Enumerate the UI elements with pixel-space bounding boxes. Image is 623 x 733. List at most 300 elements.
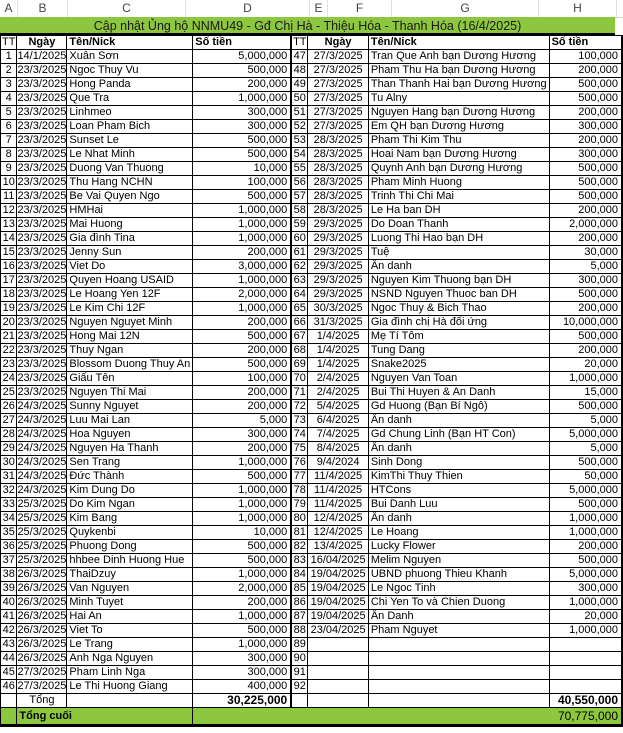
left-tt-cell[interactable]: 31 (1, 470, 17, 484)
right-amount-cell[interactable]: 500,000 (549, 190, 622, 204)
left-tt-cell[interactable]: 15 (1, 246, 17, 260)
left-tt-cell[interactable]: 40 (1, 596, 17, 610)
left-amount-cell[interactable]: 300,000 (193, 106, 291, 120)
right-name-cell[interactable]: Le Hoang (368, 526, 549, 540)
right-name-cell[interactable]: Nguyen Hang bạn Dương Hương (368, 106, 549, 120)
right-name-cell[interactable]: Bui Danh Luu (368, 498, 549, 512)
right-tt-cell[interactable]: 79 (291, 498, 308, 512)
right-amount-cell[interactable]: 500,000 (549, 78, 622, 92)
right-date-cell[interactable]: 19/04/2025 (308, 568, 368, 582)
right-name-cell[interactable] (368, 666, 549, 680)
left-date-cell[interactable]: 24/3/2025 (17, 470, 67, 482)
left-amount-cell[interactable]: 500,000 (193, 358, 291, 372)
left-tt-cell[interactable]: 27 (1, 414, 17, 428)
left-amount-cell[interactable]: 500,000 (193, 330, 291, 344)
total-label[interactable]: Tổng (17, 694, 67, 708)
left-name-cell[interactable]: Le Hoang Yen 12F (67, 288, 193, 302)
left-tt-cell[interactable]: 3 (1, 78, 17, 92)
left-name-cell[interactable]: Do Kim Ngan (67, 498, 193, 512)
left-date-cell[interactable]: 23/3/2025 (17, 232, 67, 244)
left-tt-cell[interactable]: 39 (1, 582, 17, 596)
left-name-cell[interactable]: Le Nhat Minh (67, 148, 193, 162)
right-amount-cell[interactable]: 200,000 (549, 64, 622, 78)
right-amount-cell[interactable] (549, 680, 622, 694)
right-name-cell[interactable]: NSND Nguyen Thuoc ban DH (368, 288, 549, 302)
right-total-amount[interactable]: 40,550,000 (549, 694, 622, 708)
right-name-cell[interactable]: Bui Thi Huyen & An Danh (368, 386, 549, 400)
left-date-cell[interactable]: 25/3/2025 (17, 554, 67, 566)
left-tt-cell[interactable]: 42 (1, 624, 17, 638)
right-tt-cell[interactable]: 60 (291, 232, 308, 246)
right-tt-cell[interactable]: 66 (291, 316, 308, 330)
right-amount-cell[interactable]: 500,000 (549, 456, 622, 470)
right-tt-cell[interactable]: 80 (291, 512, 308, 526)
right-amount-cell[interactable]: 15,000 (549, 386, 622, 400)
right-name-cell[interactable]: HTCons (368, 484, 549, 498)
right-amount-cell[interactable]: 5,000,000 (549, 568, 622, 582)
right-amount-cell[interactable]: 200,000 (549, 134, 622, 148)
left-amount-cell[interactable]: 300,000 (193, 120, 291, 134)
right-amount-cell[interactable]: 20,000 (549, 358, 622, 372)
left-amount-cell[interactable]: 300,000 (193, 666, 291, 680)
column-header-a[interactable]: A (0, 0, 18, 17)
right-date-cell[interactable]: 11/4/2025 (308, 470, 368, 484)
left-amount-cell[interactable]: 300,000 (193, 428, 291, 442)
right-date-cell[interactable]: 16/04/2025 (308, 554, 368, 568)
right-date-cell[interactable]: 19/04/2025 (308, 582, 368, 596)
left-name-cell[interactable]: Luu Mai Lan (67, 414, 193, 428)
column-header-f[interactable]: F (328, 0, 392, 17)
right-date-cell[interactable]: 29/3/2025 (308, 260, 368, 274)
right-tt-cell[interactable]: 63 (291, 274, 308, 288)
left-date-cell[interactable]: 26/3/2025 (17, 652, 67, 664)
right-date-cell[interactable]: 7/4/2025 (308, 428, 368, 442)
left-amount-cell[interactable]: 500,000 (193, 64, 291, 78)
header-amount-left[interactable]: Số tiền (193, 36, 291, 50)
right-tt-cell[interactable]: 86 (291, 596, 308, 610)
left-date-cell[interactable]: 23/3/2025 (17, 260, 67, 272)
left-name-cell[interactable]: Nguyen Ha Thanh (67, 442, 193, 456)
left-name-cell[interactable]: Sen Trang (67, 456, 193, 470)
right-date-cell[interactable]: 28/3/2025 (308, 162, 368, 176)
right-date-cell[interactable]: 2/4/2025 (308, 372, 368, 386)
right-amount-cell[interactable]: 300,000 (549, 148, 622, 162)
right-amount-cell[interactable]: 200,000 (549, 302, 622, 316)
left-name-cell[interactable]: Viet Do (67, 260, 193, 274)
left-date-cell[interactable]: 26/3/2025 (17, 568, 67, 580)
right-name-cell[interactable]: Ẩn danh (368, 414, 549, 428)
right-date-cell[interactable]: 28/3/2025 (308, 148, 368, 162)
left-name-cell[interactable]: ThaiDzuy (67, 568, 193, 582)
right-amount-cell[interactable]: 200,000 (549, 106, 622, 120)
left-name-cell[interactable]: Quykenbi (67, 526, 193, 540)
column-header-g[interactable]: G (392, 0, 539, 17)
left-tt-cell[interactable]: 37 (1, 554, 17, 568)
left-name-cell[interactable]: Linhmeo (67, 106, 193, 120)
left-name-cell[interactable]: Be Vai Quyen Ngo (67, 190, 193, 204)
right-name-cell[interactable]: UBND phuong Thieu Khanh (368, 568, 549, 582)
right-tt-cell[interactable]: 64 (291, 288, 308, 302)
total-empty-cell[interactable] (1, 694, 17, 708)
left-name-cell[interactable]: Thuy Ngan (67, 344, 193, 358)
right-tt-cell[interactable]: 53 (291, 134, 308, 148)
right-name-cell[interactable]: Ẩn danh (368, 260, 549, 274)
left-name-cell[interactable]: Le Thi Huong Giang (67, 680, 193, 694)
right-amount-cell[interactable]: 10,000,000 (549, 316, 622, 330)
left-name-cell[interactable]: Duong Van Thuong (67, 162, 193, 176)
left-amount-cell[interactable]: 100,000 (193, 176, 291, 190)
left-amount-cell[interactable]: 1,000,000 (193, 498, 291, 512)
left-amount-cell[interactable]: 100,000 (193, 372, 291, 386)
left-amount-cell[interactable]: 500,000 (193, 540, 291, 554)
right-tt-cell[interactable]: 85 (291, 582, 308, 596)
left-name-cell[interactable]: Minh Tuyet (67, 596, 193, 610)
left-amount-cell[interactable]: 500,000 (193, 148, 291, 162)
left-date-cell[interactable]: 26/3/2025 (17, 624, 67, 636)
right-amount-cell[interactable]: 500,000 (549, 92, 622, 106)
left-name-cell[interactable]: Anh Nga Nguyen (67, 652, 193, 666)
header-name-right[interactable]: Tên/Nick (368, 36, 549, 50)
left-date-cell[interactable]: 23/3/2025 (17, 78, 67, 90)
left-name-cell[interactable]: Nguyen Thi Mai (67, 386, 193, 400)
right-name-cell[interactable]: Lucky Flower (368, 540, 549, 554)
column-header-c[interactable]: C (68, 0, 186, 17)
right-tt-cell[interactable]: 57 (291, 190, 308, 204)
left-name-cell[interactable]: Kim Bang (67, 512, 193, 526)
left-name-cell[interactable]: Thu Hang NCHN (67, 176, 193, 190)
left-date-cell[interactable]: 24/3/2025 (17, 428, 67, 440)
left-date-cell[interactable]: 23/3/2025 (17, 190, 67, 202)
right-date-cell[interactable]: 1/4/2025 (308, 344, 368, 358)
right-amount-cell[interactable]: 200,000 (549, 344, 622, 358)
left-tt-cell[interactable]: 2 (1, 64, 17, 78)
left-name-cell[interactable]: HMHai (67, 204, 193, 218)
left-tt-cell[interactable]: 20 (1, 316, 17, 330)
right-date-cell[interactable]: 12/4/2025 (308, 512, 368, 526)
left-amount-cell[interactable]: 1,000,000 (193, 638, 291, 652)
left-amount-cell[interactable]: 500,000 (193, 624, 291, 638)
left-name-cell[interactable]: Quyen Hoang USAID (67, 274, 193, 288)
left-name-cell[interactable]: Hong Panda (67, 78, 193, 92)
column-header-h[interactable]: H (539, 0, 617, 17)
left-amount-cell[interactable]: 300,000 (193, 652, 291, 666)
right-date-cell[interactable] (308, 666, 368, 680)
right-tt-cell[interactable]: 70 (291, 372, 308, 386)
left-tt-cell[interactable]: 32 (1, 484, 17, 498)
right-name-cell[interactable]: Sinh Dong (368, 456, 549, 470)
right-tt-cell[interactable]: 91 (291, 666, 308, 680)
right-date-cell[interactable]: 27/3/2025 (308, 120, 368, 134)
right-amount-cell[interactable]: 1,000,000 (549, 512, 622, 526)
left-name-cell[interactable]: Que Tra (67, 92, 193, 106)
right-tt-cell[interactable]: 49 (291, 78, 308, 92)
right-tt-cell[interactable]: 54 (291, 148, 308, 162)
column-header-b[interactable]: B (18, 0, 68, 17)
right-name-cell[interactable]: Le Ngoc Tinh (368, 582, 549, 596)
right-name-cell[interactable]: Quynh Anh bạn Dương Hương (368, 162, 549, 176)
right-amount-cell[interactable] (549, 666, 622, 680)
right-date-cell[interactable]: 27/3/2025 (308, 106, 368, 120)
left-tt-cell[interactable]: 19 (1, 302, 17, 316)
right-name-cell[interactable]: Pham Nguyet (368, 624, 549, 638)
right-amount-cell[interactable]: 1,000,000 (549, 624, 622, 638)
left-tt-cell[interactable]: 29 (1, 442, 17, 456)
left-name-cell[interactable]: Hai An (67, 610, 193, 624)
left-tt-cell[interactable]: 44 (1, 652, 17, 666)
right-name-cell[interactable]: Gd Chung Linh (Bạn HT Con) (368, 428, 549, 442)
left-amount-cell[interactable]: 200,000 (193, 596, 291, 610)
right-name-cell[interactable]: Tung Dang (368, 344, 549, 358)
final-total-amount[interactable]: 70,775,000 (193, 708, 622, 726)
left-name-cell[interactable]: Pham Linh Nga (67, 666, 193, 680)
left-tt-cell[interactable]: 7 (1, 134, 17, 148)
right-amount-cell[interactable]: 300,000 (549, 120, 622, 134)
right-date-cell[interactable]: 29/3/2025 (308, 232, 368, 246)
total-empty-cell[interactable] (291, 694, 308, 708)
left-tt-cell[interactable]: 6 (1, 120, 17, 134)
left-name-cell[interactable]: Ngoc Thuy Vu (67, 64, 193, 78)
left-date-cell[interactable]: 25/3/2025 (17, 540, 67, 552)
left-tt-cell[interactable]: 35 (1, 526, 17, 540)
right-tt-cell[interactable]: 72 (291, 400, 308, 414)
right-amount-cell[interactable]: 200,000 (549, 540, 622, 554)
left-total-amount[interactable]: 30,225,000 (193, 694, 291, 708)
right-date-cell[interactable]: 9/4/2024 (308, 456, 368, 470)
left-name-cell[interactable]: Phuong Dong (67, 540, 193, 554)
left-amount-cell[interactable]: 5,000,000 (193, 50, 291, 64)
right-date-cell[interactable]: 2/4/2025 (308, 386, 368, 400)
left-date-cell[interactable]: 24/3/2025 (17, 484, 67, 496)
left-date-cell[interactable]: 23/3/2025 (17, 92, 67, 104)
right-amount-cell[interactable]: 5,000 (549, 442, 622, 456)
left-tt-cell[interactable]: 24 (1, 372, 17, 386)
left-name-cell[interactable]: Xuân Sơn (67, 50, 193, 64)
left-name-cell[interactable]: Đức Thành (67, 470, 193, 484)
right-date-cell[interactable]: 19/04/2025 (308, 596, 368, 610)
right-tt-cell[interactable]: 65 (291, 302, 308, 316)
left-name-cell[interactable]: Mai Huong (67, 218, 193, 232)
left-date-cell[interactable]: 23/3/2025 (17, 106, 67, 118)
right-amount-cell[interactable]: 500,000 (549, 176, 622, 190)
left-name-cell[interactable]: Gia đình Tina (67, 232, 193, 246)
left-date-cell[interactable]: 25/3/2025 (17, 526, 67, 538)
right-tt-cell[interactable]: 87 (291, 610, 308, 624)
right-amount-cell[interactable]: 300,000 (549, 274, 622, 288)
left-tt-cell[interactable]: 5 (1, 106, 17, 120)
right-name-cell[interactable]: Nguyen Van Toan (368, 372, 549, 386)
right-amount-cell[interactable]: 2,000,000 (549, 218, 622, 232)
right-tt-cell[interactable]: 48 (291, 64, 308, 78)
left-amount-cell[interactable]: 2,000,000 (193, 582, 291, 596)
right-amount-cell[interactable]: 5,000 (549, 414, 622, 428)
left-amount-cell[interactable]: 200,000 (193, 78, 291, 92)
right-amount-cell[interactable]: 30,000 (549, 246, 622, 260)
left-amount-cell[interactable]: 200,000 (193, 246, 291, 260)
header-amount-right[interactable]: Số tiền (549, 36, 622, 50)
total-empty-cell[interactable] (368, 694, 549, 708)
right-date-cell[interactable]: 8/4/2025 (308, 442, 368, 456)
left-date-cell[interactable]: 14/1/2025 (17, 50, 67, 62)
left-amount-cell[interactable]: 1,000,000 (193, 302, 291, 316)
total-empty-cell[interactable] (67, 694, 193, 708)
left-name-cell[interactable]: Jenny Sun (67, 246, 193, 260)
final-empty-cell[interactable] (1, 708, 17, 726)
left-name-cell[interactable]: Le Kim Chi 12F (67, 302, 193, 316)
right-amount-cell[interactable]: 1,000,000 (549, 372, 622, 386)
right-tt-cell[interactable]: 74 (291, 428, 308, 442)
left-name-cell[interactable]: Blossom Duong Thuy An (67, 358, 193, 372)
left-amount-cell[interactable]: 5,000 (193, 414, 291, 428)
left-amount-cell[interactable]: 200,000 (193, 442, 291, 456)
right-name-cell[interactable]: Em QH bạn Dương Hương (368, 120, 549, 134)
right-date-cell[interactable]: 11/4/2025 (308, 484, 368, 498)
left-amount-cell[interactable]: 400,000 (193, 680, 291, 694)
right-amount-cell[interactable]: 500,000 (549, 400, 622, 414)
right-amount-cell[interactable] (549, 652, 622, 666)
right-tt-cell[interactable]: 56 (291, 176, 308, 190)
right-tt-cell[interactable]: 67 (291, 330, 308, 344)
right-date-cell[interactable]: 12/4/2025 (308, 526, 368, 540)
left-tt-cell[interactable]: 14 (1, 232, 17, 246)
right-tt-cell[interactable]: 52 (291, 120, 308, 134)
right-name-cell[interactable]: Ẩn danh (368, 512, 549, 526)
left-date-cell[interactable]: 26/3/2025 (17, 596, 67, 608)
left-amount-cell[interactable]: 500,000 (193, 134, 291, 148)
left-date-cell[interactable]: 23/3/2025 (17, 64, 67, 76)
left-date-cell[interactable]: 25/3/2025 (17, 512, 67, 524)
left-name-cell[interactable]: Viet To (67, 624, 193, 638)
left-tt-cell[interactable]: 33 (1, 498, 17, 512)
left-date-cell[interactable]: 23/3/2025 (17, 246, 67, 258)
right-amount-cell[interactable]: 500,000 (549, 498, 622, 512)
right-tt-cell[interactable]: 77 (291, 470, 308, 484)
left-date-cell[interactable]: 23/3/2025 (17, 134, 67, 146)
right-tt-cell[interactable]: 92 (291, 680, 308, 694)
right-name-cell[interactable]: Tuệ (368, 246, 549, 260)
right-tt-cell[interactable]: 62 (291, 260, 308, 274)
left-tt-cell[interactable]: 9 (1, 162, 17, 176)
left-amount-cell[interactable]: 200,000 (193, 316, 291, 330)
right-date-cell[interactable] (308, 680, 368, 694)
left-date-cell[interactable]: 23/3/2025 (17, 204, 67, 216)
left-amount-cell[interactable]: 200,000 (193, 400, 291, 414)
right-amount-cell[interactable]: 100,000 (549, 50, 622, 64)
header-name-left[interactable]: Tên/Nick (67, 36, 193, 50)
left-date-cell[interactable]: 23/3/2025 (17, 120, 67, 132)
right-tt-cell[interactable]: 82 (291, 540, 308, 554)
left-amount-cell[interactable]: 10,000 (193, 526, 291, 540)
left-amount-cell[interactable]: 1,000,000 (193, 456, 291, 470)
left-tt-cell[interactable]: 36 (1, 540, 17, 554)
right-amount-cell[interactable]: 200,000 (549, 232, 622, 246)
right-date-cell[interactable]: 29/3/2025 (308, 246, 368, 260)
left-name-cell[interactable]: Nguyen Nguyet Minh (67, 316, 193, 330)
right-name-cell[interactable]: Snake2025 (368, 358, 549, 372)
left-amount-cell[interactable]: 1,000,000 (193, 204, 291, 218)
left-name-cell[interactable]: Loan Pham Bich (67, 120, 193, 134)
left-tt-cell[interactable]: 46 (1, 680, 17, 694)
column-header-e[interactable]: E (310, 0, 328, 17)
left-name-cell[interactable]: Giấu Tên (67, 372, 193, 386)
left-amount-cell[interactable]: 3,000,000 (193, 260, 291, 274)
right-date-cell[interactable]: 1/4/2025 (308, 330, 368, 344)
right-name-cell[interactable]: Gd Huong (Bạn Bí Ngô) (368, 400, 549, 414)
header-date-right[interactable]: Ngày (308, 36, 368, 50)
left-amount-cell[interactable]: 1,000,000 (193, 232, 291, 246)
left-date-cell[interactable]: 23/3/2025 (17, 288, 67, 300)
right-tt-cell[interactable]: 88 (291, 624, 308, 638)
total-empty-cell[interactable] (308, 694, 368, 708)
right-amount-cell[interactable]: 200,000 (549, 204, 622, 218)
left-name-cell[interactable]: Van Nguyen (67, 582, 193, 596)
sheet-title[interactable]: Cập nhật Ủng hộ NNMU49 - Gđ Chị Hà - Thiệu Hóa - Thanh Hóa (16/4/2025) (0, 17, 615, 35)
right-date-cell[interactable]: 28/3/2025 (308, 204, 368, 218)
right-date-cell[interactable]: 19/04/2025 (308, 610, 368, 624)
left-date-cell[interactable]: 23/3/2025 (17, 148, 67, 160)
left-tt-cell[interactable]: 10 (1, 176, 17, 190)
header-tt-left[interactable]: TT (1, 36, 16, 48)
right-date-cell[interactable]: 28/3/2025 (308, 176, 368, 190)
right-tt-cell[interactable]: 47 (291, 50, 308, 64)
left-date-cell[interactable]: 23/3/2025 (17, 386, 67, 398)
left-amount-cell[interactable]: 200,000 (193, 344, 291, 358)
right-date-cell[interactable]: 27/3/2025 (308, 78, 368, 92)
left-tt-cell[interactable]: 43 (1, 638, 17, 652)
column-header-d[interactable]: D (186, 0, 310, 17)
right-date-cell[interactable]: 1/4/2025 (308, 358, 368, 372)
left-amount-cell[interactable]: 2,000,000 (193, 288, 291, 302)
left-tt-cell[interactable]: 30 (1, 456, 17, 470)
right-amount-cell[interactable] (549, 638, 622, 652)
left-tt-cell[interactable]: 8 (1, 148, 17, 162)
left-name-cell[interactable]: hhbee Dinh Huong Hue (67, 554, 193, 568)
right-amount-cell[interactable]: 500,000 (549, 554, 622, 568)
left-amount-cell[interactable]: 500,000 (193, 554, 291, 568)
left-amount-cell[interactable]: 200,000 (193, 386, 291, 400)
left-date-cell[interactable]: 23/3/2025 (17, 358, 67, 370)
right-amount-cell[interactable]: 5,000 (549, 260, 622, 274)
left-tt-cell[interactable]: 38 (1, 568, 17, 582)
right-tt-cell[interactable]: 83 (291, 554, 308, 568)
right-date-cell[interactable]: 27/3/2025 (308, 64, 368, 78)
left-tt-cell[interactable]: 13 (1, 218, 17, 232)
right-name-cell[interactable]: Tu Alny (368, 92, 549, 106)
right-tt-cell[interactable]: 68 (291, 344, 308, 358)
left-date-cell[interactable]: 27/3/2025 (17, 680, 67, 692)
final-total-label[interactable]: Tổng cuối (17, 708, 193, 726)
right-date-cell[interactable]: 29/3/2025 (308, 274, 368, 288)
left-name-cell[interactable]: Kim Dung Do (67, 484, 193, 498)
right-name-cell[interactable] (368, 680, 549, 694)
left-amount-cell[interactable]: 1,000,000 (193, 568, 291, 582)
left-date-cell[interactable]: 25/3/2025 (17, 498, 67, 510)
left-tt-cell[interactable]: 1 (1, 50, 17, 64)
right-amount-cell[interactable]: 50,000 (549, 470, 622, 484)
right-name-cell[interactable]: Pham Thu Ha bạn Dương Hương (368, 64, 549, 78)
right-tt-cell[interactable]: 69 (291, 358, 308, 372)
left-amount-cell[interactable]: 1,000,000 (193, 218, 291, 232)
right-name-cell[interactable]: Luong Thi Hao bạn DH (368, 232, 549, 246)
left-date-cell[interactable]: 24/3/2025 (17, 400, 67, 412)
left-tt-cell[interactable]: 23 (1, 358, 17, 372)
left-date-cell[interactable]: 23/3/2025 (17, 316, 67, 328)
left-tt-cell[interactable]: 25 (1, 386, 17, 400)
left-date-cell[interactable]: 24/3/2025 (17, 442, 67, 454)
right-tt-cell[interactable]: 84 (291, 568, 308, 582)
right-tt-cell[interactable]: 89 (291, 638, 308, 652)
left-tt-cell[interactable]: 12 (1, 204, 17, 218)
right-date-cell[interactable]: 29/3/2025 (308, 218, 368, 232)
